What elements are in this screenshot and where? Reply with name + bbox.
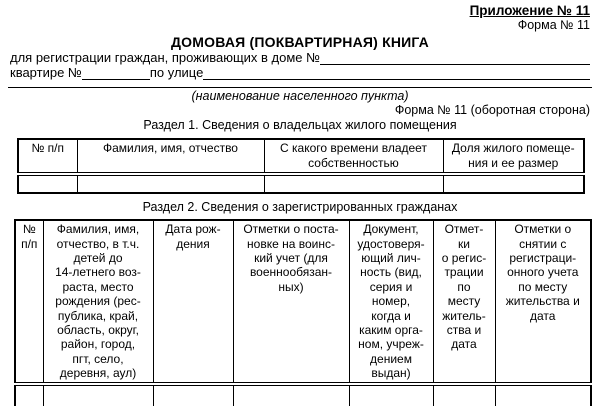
citizens-table-empty-row — [15, 384, 591, 406]
empty-cell — [43, 384, 153, 406]
empty-cell — [495, 384, 591, 406]
empty-cell — [153, 384, 233, 406]
citizens-col-fullname-birthplace: Фамилия, имя, отчество, в т.ч. детей до 14-летнего воз- раста, место рождения (рес- публика, край, область, округ, район, город, пгт, село, деревня, аул) — [43, 220, 153, 383]
apartment-street-line — [10, 65, 590, 80]
registered-citizens-table — [14, 219, 592, 406]
owners-col-number: № п/п — [18, 139, 77, 174]
empty-cell — [264, 174, 443, 193]
empty-cell — [15, 384, 43, 406]
form-number-label: Форма № 11 — [517, 18, 590, 33]
empty-cell — [77, 174, 264, 193]
empty-cell — [349, 384, 433, 406]
section1-heading: Раздел 1. Сведения о владельцах жилого помещения — [143, 118, 457, 133]
street-name-blank — [203, 66, 590, 80]
empty-cell — [443, 174, 584, 193]
citizens-col-military: Отметки о поста- новке на воинс- кий учет (для военнообязан- ных) — [233, 220, 349, 383]
section2-heading: Раздел 2. Сведения о зарегистрированных гражданах — [142, 200, 458, 215]
settlement-name-blank-line — [8, 87, 592, 88]
appendix-label: Приложение № 11 — [469, 3, 590, 18]
empty-cell — [18, 174, 77, 193]
page-title: ДОМОВАЯ (ПОКВАРТИРНАЯ) КНИГА — [171, 34, 429, 51]
settlement-caption: (наименование населенного пункта) — [191, 89, 409, 104]
citizens-col-id-document: Документ, удостоверя- ющий лич- ность (вид, серия и номер, когда и каким орга- ном, учреж- дением выдан) — [349, 220, 433, 383]
owners-table-header-row — [18, 139, 584, 174]
owners-col-ownership-since: С какого времени владеет собственностью — [264, 139, 443, 174]
house-number-label: для регистрации граждан, проживающих в доме № — [10, 50, 321, 66]
owners-table-empty-row — [18, 174, 584, 193]
form-back-label: Форма № 11 (оборотная сторона) — [394, 103, 590, 118]
corner-labels — [10, 4, 590, 32]
street-label: по улице — [149, 65, 204, 81]
owners-col-fullname: Фамилия, имя, отчество — [77, 139, 264, 174]
citizens-col-number: № п/п — [15, 220, 43, 383]
citizens-col-birthdate: Дата рож- дения — [153, 220, 233, 383]
apartment-number-blank — [82, 66, 150, 80]
house-number-blank — [320, 51, 590, 65]
citizens-table-header-row — [15, 220, 591, 383]
apartment-number-label: квартире № — [10, 65, 82, 81]
owners-table — [17, 138, 585, 194]
empty-cell — [433, 384, 495, 406]
house-number-line — [10, 50, 590, 65]
citizens-col-deregistration: Отметки о снятии с регистраци- онного учета по месту жительства и дата — [495, 220, 591, 383]
empty-cell — [233, 384, 349, 406]
citizens-col-registration: Отмет- ки о регис- трации по месту житель- ства и дата — [433, 220, 495, 383]
owners-col-share: Доля жилого помеще- ния и ее размер — [443, 139, 584, 174]
